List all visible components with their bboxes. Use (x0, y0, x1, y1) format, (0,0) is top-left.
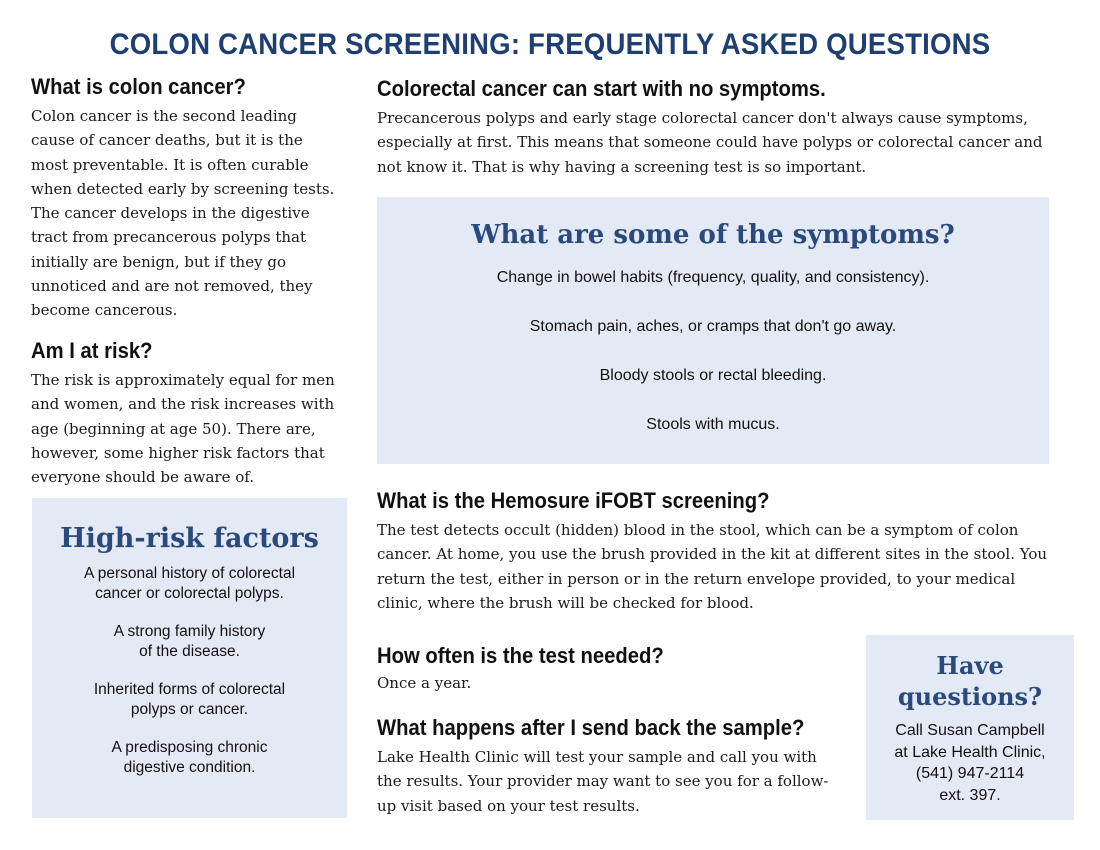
questions-line: at Lake Health Clinic, (894, 743, 1046, 761)
high-risk-item: A personal history of colorectal cancer or colorectal polyps. (83, 565, 296, 602)
at-risk-body: The risk is approximately equal for men and women, and the risk increases with age (beginning at age 50). There are, however, some higher risk factors that everyone should be aware of. (31, 371, 335, 487)
phone-number: (541) 947-2114 (915, 765, 1025, 782)
high-risk-item: A strong family history of the disease. (113, 623, 266, 660)
questions-title: Have questions? (897, 651, 1043, 711)
what-is-heading: What is colon cancer? (31, 74, 246, 99)
after-section (377, 715, 837, 818)
how-often-body: Once a year. (377, 674, 472, 692)
after-body: Lake Health Clinic will test your sample and call you with the results. Your provider may want to see you for a follow-up visit based on your test results. (377, 748, 829, 815)
hemosure-body: The test detects occult (hidden) blood in the stool, which can be a symptom of colon cancer. At home, you use the brush provided in the kit at different sites in the stool. You return the test, either in person or in the return envelope provided, to your medical clinic, where the brush will be checked for blood. (377, 521, 1048, 612)
hemosure-section (377, 488, 1049, 615)
no-symptoms-body: Precancerous polyps and early stage colorectal cancer don't always cause symptoms, especially at first. This means that someone could have polyps or colorectal cancer and not know it. That is why having a screening test is so important. (377, 109, 1043, 176)
questions-line: Call Susan Campbell (895, 722, 1045, 739)
symptom-item: Stomach pain, aches, or cramps that don't go away. (529, 318, 897, 335)
at-risk-heading: Am I at risk? (31, 338, 153, 363)
symptom-item: Change in bowel habits (frequency, quality, and consistency). (496, 269, 930, 286)
how-often-section (377, 643, 847, 695)
how-often-heading: How often is the test needed? (377, 643, 664, 668)
no-symptoms-section (377, 76, 1057, 179)
questions-line: ext. 397. (939, 786, 1001, 804)
high-risk-item: Inherited forms of colorectal polyps or cancer. (93, 681, 286, 718)
high-risk-title: High-risk factors (60, 523, 319, 554)
hemosure-heading: What is the Hemosure iFOBT screening? (377, 488, 770, 513)
questions-box (866, 635, 1074, 820)
what-is-section (31, 74, 343, 323)
symptom-item: Bloody stools or rectal bleeding. (599, 367, 827, 384)
what-is-body: Colon cancer is the second leading cause of cancer deaths, but it is the most preventable. It is often curable when detected early by screening tests. The cancer develops in the digestive tract from precancerous polyps that initially are benign, but if they go unnoticed and are not removed, they become cancerous. (31, 107, 335, 320)
no-symptoms-heading: Colorectal cancer can start with no symptoms. (377, 76, 826, 101)
high-risk-box (32, 498, 347, 818)
after-heading: What happens after I send back the sample? (377, 715, 805, 740)
page-title: COLON CANCER SCREENING: FREQUENTLY ASKED QUESTIONS (109, 28, 991, 61)
at-risk-section (31, 338, 343, 489)
symptom-item: Stools with mucus. (646, 416, 780, 433)
high-risk-item: A predisposing chronic digestive condition. (111, 739, 268, 776)
symptoms-box (377, 197, 1049, 464)
symptoms-title: What are some of the symptoms? (471, 220, 955, 250)
